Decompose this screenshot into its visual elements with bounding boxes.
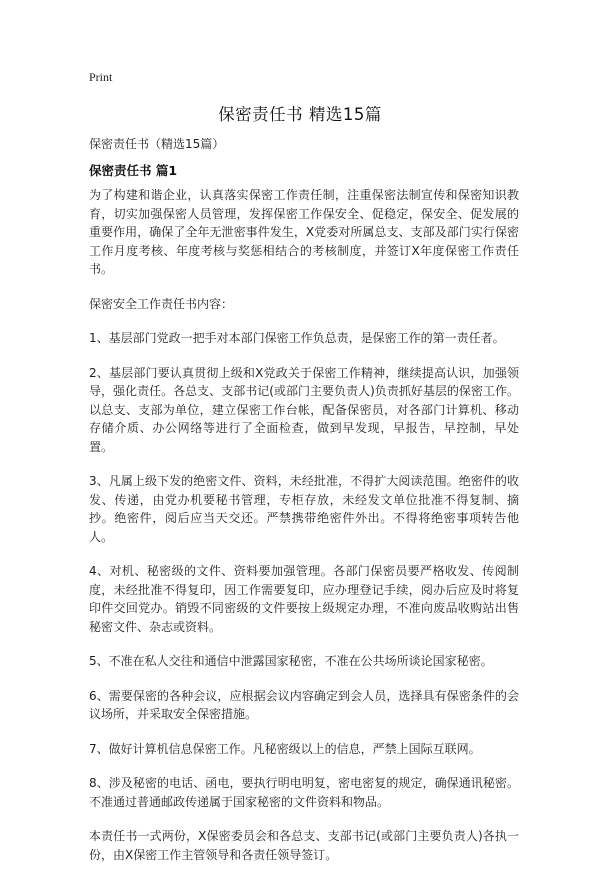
print-label[interactable]: Print [89, 70, 113, 84]
clause-1-paragraph: 1、基层部门党政一把手对本部门保密工作负总责，是保密工作的第一责任者。 [89, 331, 505, 345]
page-title: 保密责任书 精选15篇 [218, 105, 382, 124]
clause-7-paragraph: 7、做好计算机信息保密工作。凡秘密级以上的信息，严禁上国际互联网。 [89, 741, 481, 756]
clause-3-paragraph: 3、凡属上级下发的绝密文件、资料，未经批准，不得扩大阅读范围。绝密件的收发、传递，由党办机要秘书管理，专柜存放，未经发文单位批准不得复制、摘抄。绝密件，阅后应当天交还。严禁携带绝密件外出。不得将绝密事项转告他人。 [89, 474, 519, 544]
content-heading-paragraph: 保密安全工作责任书内容： [89, 296, 234, 311]
document-subtitle: 保密责任书（精选15篇） [89, 137, 225, 151]
closing-paragraph: 本责任书一式两份，X保密委员会和各总支、支部书记(或部门主要负责人)各执一份，由X保密工作主管领导和各责任领导签订。 [89, 829, 519, 862]
clause-6-paragraph: 6、需要保密的各种会议，应根据会议内容确定到会人员，选择具有保密条件的会议场所，并采取安全保密措施。 [89, 688, 519, 721]
clause-2-paragraph: 2、基层部门要认真贯彻上级和X党政关于保密工作精神，继续提高认识，加强领导，强化责任。各总支、支部书记(或部门主要负责人)负责抓好基层的保密工作。以总支、支部为单位，建立保密工作台帐，配备保密员，对各部门计算机、移动存储介质、办公网络等进行了全面检查，做到早发现，早报告，早控制，早处置。 [89, 365, 519, 454]
clause-4-paragraph: 4、对机、秘密级的文件、资料要加强管理。各部门保密员要严格收发、传阅制度，未经批准不得复印，因工作需要复印，应办理登记手续，阅办后应及时将复印件交回党办。销毁不同密级的文件要按上级规定办理，不准向废品收购站出售秘密文件、杂志或资料。 [89, 564, 519, 634]
intro-paragraph: 为了构建和谐企业，认真落实保密工作责任制，注重保密法制宣传和保密知识教育，切实加强保密人员管理，发挥保密工作保安全、促稳定，保安全、促发展的重要作用，确保了全年无泄密事件发生，X党委对所属总支、支部及部门实行保密工作月度考核、年度考核与奖惩相结合的考核制度，并签订X年度保密工作责任书。 [89, 188, 519, 276]
clause-5-paragraph: 5、不准在私人交往和通信中泄露国家秘密，不准在公共场所谈论国家秘密。 [89, 654, 493, 668]
section-heading: 保密责任书 篇1 [89, 163, 178, 178]
clause-8-paragraph: 8、涉及秘密的电话、函电，要执行明电明复，密电密复的规定，确保通讯秘密。不准通过普通邮政传递属于国家秘密的文件资料和物品。 [89, 776, 519, 809]
